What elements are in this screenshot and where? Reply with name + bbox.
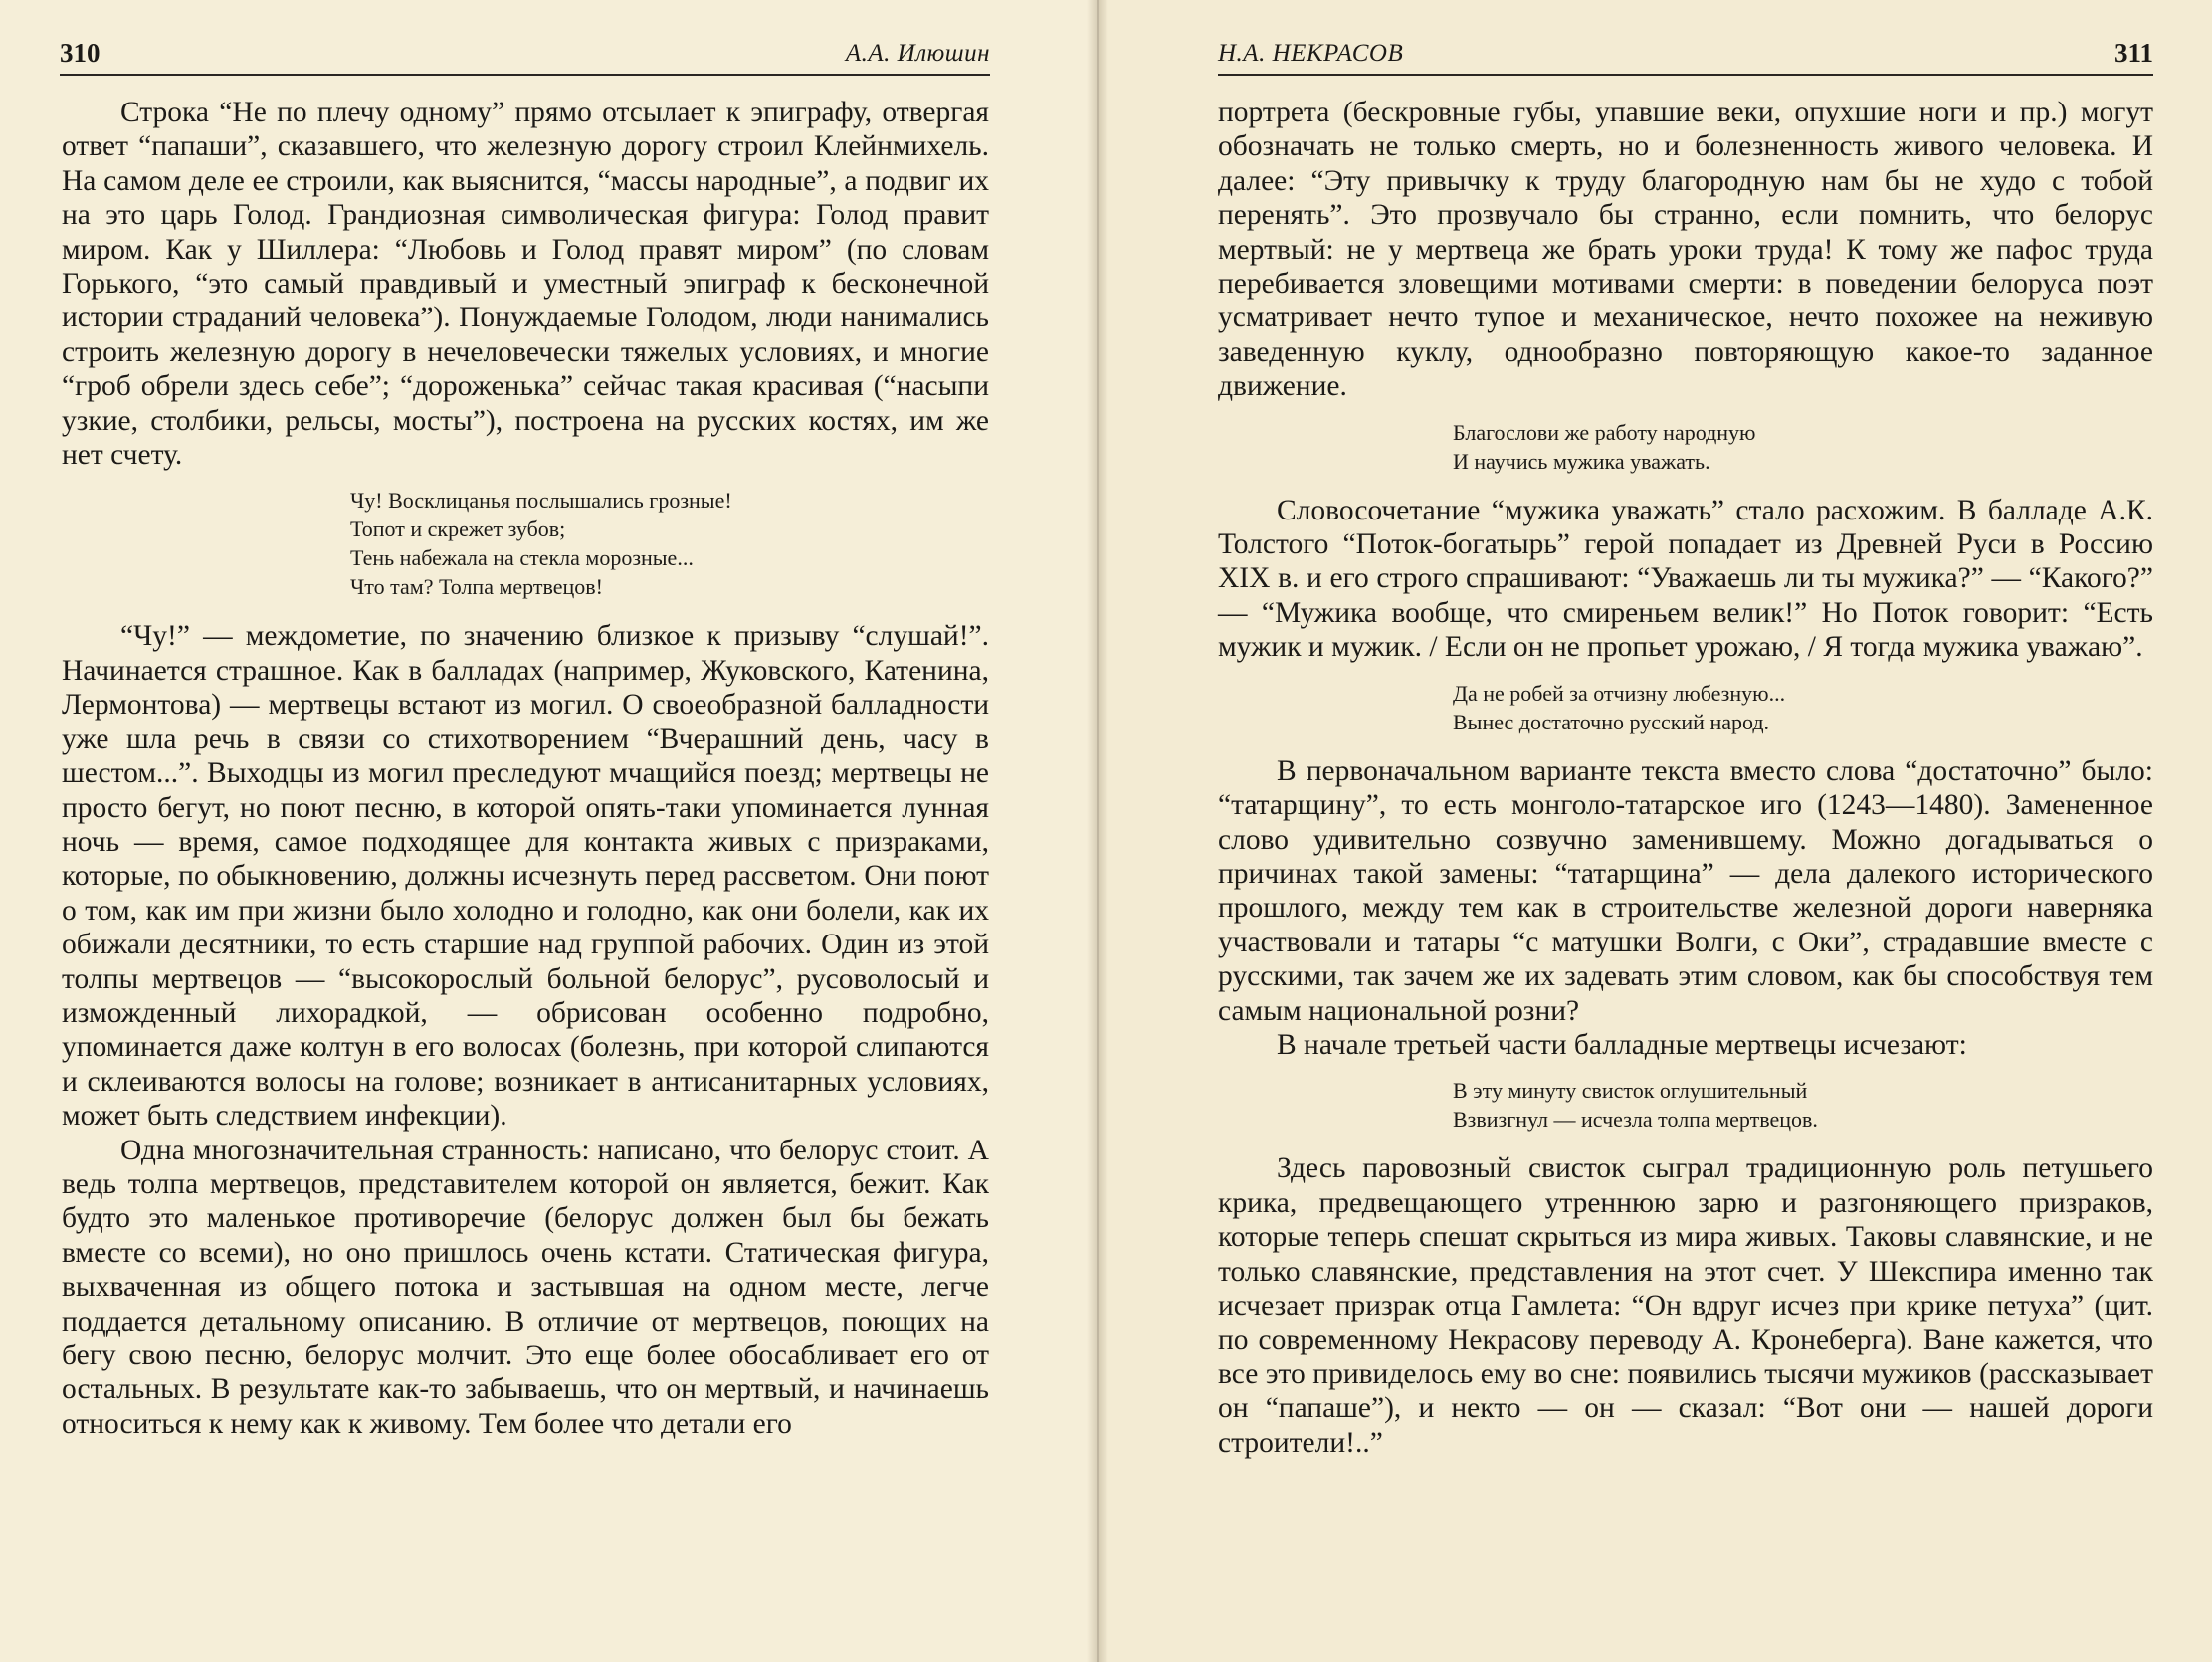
verse-line: Взвизгнул — исчезла толпа мертвецов.: [1453, 1107, 1818, 1133]
verse-line: Да не робей за отчизну любезную...: [1453, 680, 1786, 706]
paragraph: Строка “Не по плечу одному” прямо отсылает к эпиграфу, отвергая ответ “папаши”, сказавшего, что железную дорогу строил Клейнмихель. На самом деле ее строили, как выяснится, “массы народные”, а подвиг их на это царь Голод. Грандиозная символическая фигура: Голод правит миром. Как у Шиллера: “Любовь и Голод правят миром” (по словам Горького, “это самый правдивый и уместный эпиграф к бесконечной истории страданий человека”). Понуждаемые Голодом, люди нанимались строить железную дорогу в нечеловечески тяжелых условиях, и многие “гроб обрели здесь себе”; “дороженька” сейчас такая красивая (“насыпи узкие, столбики, рельсы, мосты”), построена на русских костях, им же нет счету.: [62, 97, 989, 472]
paragraph: “Чу!” — междометие, по значению близкое к призыву “слушай!”. Начинается страшное. Как в балладах (например, Жуковского, Катенина, Лермонтова) — мертвецы встают из могил. О своеобразной балладности уже шла речь в связи со стихотворением “Вчерашний день, часу в шестом...”. Выходцы из могил преследуют мчащийся поезд; мертвецы не просто бегут, но поют песню, в которой опять-таки упоминается лунная ночь — время, самое подходящее для контакта живых с призраками, которые, по обыкновению, должны исчезнуть перед рассветом. Они поют о том, как им при жизни было холодно и голодно, как они болели, как их обижали десятники, то есть старшие над группой рабочих. Один из этой толпы мертвецов — “высокорослый больной белорус”, русоволосый и изможденный лихорадкой, — обрисован особенно подробно, упоминается даже колтун в его волосах (болезнь, при которой слипаются и склеиваются волосы на голове; возникает в антисанитарных условиях, может быть следствием инфекции).: [62, 620, 989, 1133]
verse-line: Что там? Толпа мертвецов!: [350, 574, 603, 600]
right-page-number: 311: [2113, 38, 2153, 68]
left-page: [0, 0, 1097, 1662]
right-running-title: Н.А. НЕКРАСОВ: [1218, 40, 1404, 67]
paragraph: портрета (бескровные губы, упавшие веки, опухшие ноги и пр.) могут обозначать не только смерть, но и болезненность живого человека. И далее: “Эту привычку к труду благородную нам бы не худо с тобой перенять”. Это прозвучало бы странно, если помнить, что белорус мертвый: не у мертвеца же брать уроки труда! К тому же пафос труда перебивается зловещими мотивами смерти: в поведении белоруса поэт усматривает нечто тупое и механическое, нечто похожее на неживую заведенную куклу, однообразно повторяющую какое-то заданное движение.: [1218, 97, 2153, 403]
verse-line: Тень набежала на стекла морозные...: [350, 545, 694, 571]
verse-quote: [1218, 1076, 2153, 1134]
paragraph: В первоначальном варианте текста вместо слова “достаточно” было: “татарщину”, то есть монголо-татарское иго (1243—1480). Замененное слово удивительно созвучно заменившему. Можно догадываться о причинах такой замены: “татарщина” — дела далекого исторического прошлого, между тем как в строительстве железной дороги наверняка участвовали и татары “с матушки Волги, с Оки”, страдавшие вместе с русскими, так зачем же их задевать этим словом, как бы способствуя тем самым национальной розни?: [1218, 754, 2153, 1027]
paragraph: Одна многозначительная странность: написано, что белорус стоит. А ведь толпа мертвецов, представителем которой он является, бежит. Как будто это маленькое противоречие (белорус должен был бы бежать вместе со всеми), но оно пришлось очень кстати. Статическая фигура, выхваченная из общего потока и застывшая на одном месте, легче поддается детальному описанию. В отличие от мертвецов, поющих на бегу свою песню, белорус молчит. Это еще более обосабливает его от остальных. В результате как-то забываешь, что он мертвый, и начинаешь относиться к нему как к живому. Тем более что детали его: [62, 1134, 989, 1440]
verse-line: И научись мужика уважать.: [1453, 448, 1710, 474]
left-running-header: [60, 34, 990, 76]
verse-line: Топот и скрежет зубов;: [350, 517, 566, 542]
verse-line: Вынес достаточно русский народ.: [1453, 709, 1770, 734]
left-page-number: 310: [60, 38, 101, 68]
verse-line: Благослови же работу народную: [1453, 419, 1756, 445]
verse-line: Чу! Восклицанья послышались грозные!: [350, 488, 732, 514]
verse-quote: [1218, 679, 2153, 736]
paragraph: Словосочетание “мужика уважать” стало расхожим. В балладе А.К. Толстого “Поток-богатырь” герой попадает из Древней Руси в Россию XIX в. и его строго спрашивают: “Уважаешь ли ты мужика?” — “Какого?” — “Мужика вообще, что смиреньем велик!” Но Поток говорит: “Есть мужик и мужик. / Если он не пропьет урожаю, / Я тогда мужика уважаю”.: [1218, 494, 2153, 664]
paragraph: Здесь паровозный свисток сыграл традиционную роль петушьего крика, предвещающего утреннюю зарю и разгоняющего призраков, которые теперь спешат скрыться из мира живых. Таковы славянские, и не только славянские, представления на этот счет. У Шекспира именно так исчезает призрак отца Гамлета: “Он вдруг исчез при крике петуха” (цит. по современному Некрасову переводу А. Кронеберга). Ване кажется, что все это привиделось ему во сне: появились тысячи мужиков (рассказывает он “папаше”), и некто — он — сказал: “Вот они — нашей дороги строители!..”: [1218, 1152, 2153, 1459]
left-running-title: А.А. Илюшин: [845, 40, 990, 67]
book-gutter: [1087, 0, 1108, 1662]
right-running-header: [1218, 34, 2153, 76]
verse-quote: [1218, 418, 2153, 476]
right-page-body: [1218, 96, 2153, 1460]
verse-quote: [62, 486, 989, 601]
paragraph: В начале третьей части балладные мертвецы исчезают:: [1277, 1028, 1967, 1061]
verse-line: В эту минуту свисток оглушительный: [1453, 1078, 1808, 1104]
left-page-body: [62, 96, 989, 1441]
right-page: [1097, 0, 2212, 1662]
